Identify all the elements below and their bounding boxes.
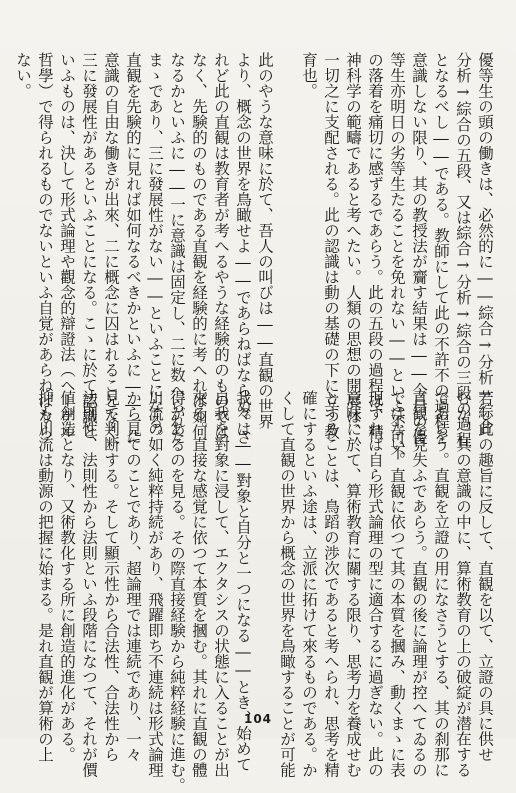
text-line: 現すれば自ら形式論理の型に適合するに過ぎない。此の bbox=[366, 390, 384, 778]
text-line bbox=[254, 390, 276, 705]
upper-text-block bbox=[14, 52, 496, 460]
text-line: 川流の如く純粹持続があり、飛躍即ち不連続は形式論理 bbox=[146, 390, 164, 778]
text-line: 値創造となり、又術教化する所に創造的進化がある。 bbox=[58, 390, 76, 762]
text-line: くして直観の世界から概念の世界を鳥瞰することが可能 bbox=[278, 390, 296, 778]
text-line: 若し此の趣旨に反して、直観を以て、立證の具に供せ bbox=[476, 390, 494, 762]
text-line: 意味に於て、算術教育に關する限り、思考力を養成せむ bbox=[344, 390, 362, 778]
text-line: 一切之に支配される。此の認識は動の基礎の下に立つ教 bbox=[322, 52, 340, 440]
text-line: 意識しない限り、其の教授法が齎す結果は――今日の優 bbox=[410, 52, 428, 445]
text-line: の落着を痛切に感ずるであらう。此の五段の過程は、精 bbox=[366, 52, 384, 440]
text-line: から見てのことであり、超論理では連続であり、一々 bbox=[124, 390, 142, 762]
text-line: 我々は――對象と自分と一つになる――とき、始めて bbox=[234, 390, 252, 772]
text-line: とすることは、鳥蹈の渉次であると考へられ、思考を精 bbox=[322, 390, 340, 778]
text-line: 來る。直接な感覚に依つて本質を摑む。其れに直観の體 bbox=[190, 390, 208, 778]
text-line: 抑も川流は動源の把握に始まる。是れ直観が算術の上 bbox=[36, 390, 54, 762]
text-line: 得があるのを見る。その際直接経験から純粹経験に進む。 bbox=[168, 390, 186, 793]
page-number: 104 bbox=[243, 712, 273, 726]
text-line: 法則性、法則性から法則といふ段階になつて、それが價 bbox=[80, 390, 98, 778]
text-line bbox=[276, 52, 298, 382]
text-line: ではない。直観に依つて其の本質を摑み、動くまゝに表 bbox=[388, 390, 406, 778]
text-line: 分析→綜合の五段、又は綜合→分析→綜合の三段の過程 bbox=[454, 52, 472, 447]
text-line: 直観を先験的に見れば如何なるべきかといふに――一に bbox=[124, 52, 142, 445]
text-line: より、概念の世界を鳥瞰せよ――であらねばならぬ。さ bbox=[234, 52, 252, 445]
text-line: 自我を對象に浸して、エクタシスの状態に入ることが出 bbox=[212, 390, 230, 778]
text-line: 育也。 bbox=[300, 52, 318, 99]
text-line: いふものは、決して形式論理や觀念的辯證法（ヘーゲル bbox=[58, 52, 76, 440]
text-line: 此のやうな意味に於て、吾人の叫びは――直観の世界 bbox=[256, 52, 274, 429]
text-line: れど此の直観は教育者が考へるやうな経験的のものでは bbox=[212, 52, 230, 440]
text-line: むか、其の意識の中に、算術教育の上の破綻が潜在する bbox=[454, 390, 472, 778]
text-line: となるべし――である。教師にして此の不許不の過程を bbox=[432, 52, 450, 445]
text-line: なく、先験的のものである直観を経験的に考へれば如何 bbox=[190, 52, 208, 440]
text-line: であらう。直観を立證の用になさうとする、其の刹那に bbox=[432, 390, 450, 778]
text-line: なるかといふに――一に意識は固定し、二に数へられた bbox=[168, 52, 186, 445]
text-line: 確にするといふ途は、立派に拓けて來るものである。か bbox=[300, 390, 318, 778]
text-line: 直観を見失ふであらう。直観の後に論理が控へてゐるの bbox=[410, 390, 428, 778]
text-line: 神科学の範疇であると考へたい。人類の思想の開展は、 bbox=[344, 52, 362, 440]
text-line: 見て判断する。そして顯示性から合法性、合法性から bbox=[102, 390, 120, 762]
text-line: 意識の自由な働きが出來、二に概念に囚はれることなく、 bbox=[102, 52, 120, 455]
text-line: まゝであり、三に發展性がない――といふことになる。 bbox=[146, 52, 164, 445]
text-line: ない。 bbox=[14, 52, 32, 99]
text-line: 三に發展性があるといふことになる。こゝに於て認識と bbox=[80, 52, 98, 440]
text-line: 哲學）で得られるものでないといふ自覚があらねばなら bbox=[36, 52, 54, 440]
text-line: 優等生の頭の働きは、必然的に――綜合→分析→綜合 bbox=[476, 52, 494, 434]
text-line: 等生亦明日の劣等生たることを免れない――といふ不可不 bbox=[388, 52, 406, 460]
